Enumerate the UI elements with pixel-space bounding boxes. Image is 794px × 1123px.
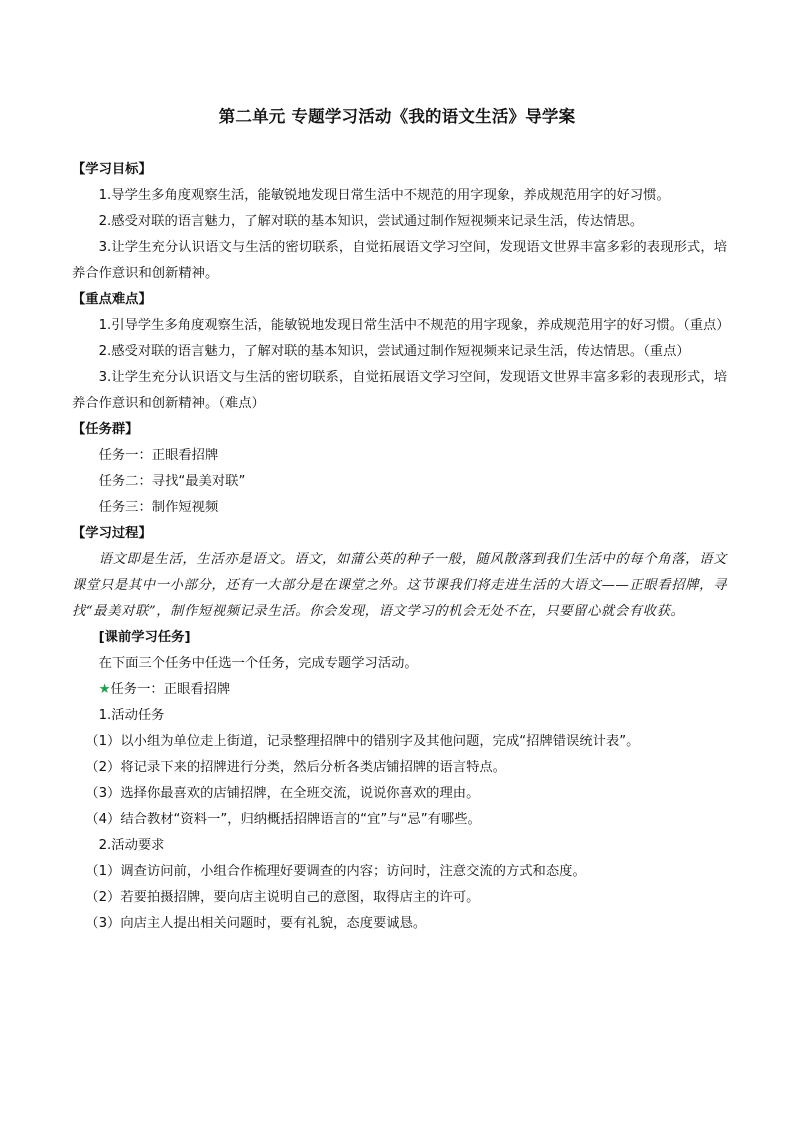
star-icon: ★ xyxy=(98,682,111,697)
document-title: 第二单元 专题学习活动《我的语文生活》导学案 xyxy=(218,107,576,126)
requirement-item: （3）向店主人提出相关问题时，要有礼貌，态度要诚恳。 xyxy=(85,916,427,931)
key-points-heading: 【重点难点】 xyxy=(72,292,152,307)
requirement-item: （2）若要拍摄招牌，要向店主说明自己的意图，取得店主的许可。 xyxy=(85,890,480,905)
activity-tasks-heading: 1.活动任务 xyxy=(98,708,165,723)
task-item: 任务一：正眼看招牌 xyxy=(98,448,219,463)
objective-item: 2.感受对联的语言魅力，了解对联的基本知识，尝试通过制作短视频来记录生活，传达情思。 xyxy=(98,214,644,229)
objectives-heading: 【学习目标】 xyxy=(72,162,152,177)
key-point-item: 2.感受对联的语言魅力，了解对联的基本知识，尝试通过制作短视频来记录生活，传达情思。（重点） xyxy=(98,344,690,359)
tasks-heading: 【任务群】 xyxy=(72,422,139,437)
activity-task-item: （3）选择你最喜欢的店铺招牌，在全班交流，说说你喜欢的理由。 xyxy=(85,786,480,801)
process-intro: 语文即是生活，生活亦是语文。语文，如蒲公英的种子一般，随风散落到我们生活中的每个角落，语文课堂只是其中一小部分，还有一大部分是在课堂之外。这节课我们将走进生活的大语文——正眼看招牌，寻找“最美对联”，制作短视频记录生活。你会发现，语文学习的机会无处不在，只要留心就会有收获。 xyxy=(72,552,727,619)
pre-class-text: 在下面三个任务中任选一个任务，完成专题学习活动。 xyxy=(98,656,418,671)
objective-item: 1.导学生多角度观察生活，能敏锐地发现日常生活中不规范的用字现象，养成规范用字的好习惯。 xyxy=(98,188,670,203)
process-heading: 【学习过程】 xyxy=(72,526,152,541)
task1-line xyxy=(72,677,727,703)
task-item: 任务二：寻找“最美对联” xyxy=(98,474,246,489)
document-body xyxy=(72,157,730,937)
objective-item: 3.让学生充分认识语文与生活的密切联系，自觉拓展语文学习空间，发现语文世界丰富多彩的表现形式，培养合作意识和创新精神。 xyxy=(72,240,727,281)
requirement-item: （1）调查访问前，小组合作梳理好要调查的内容；访问时，注意交流的方式和态度。 xyxy=(85,864,586,879)
requirements-heading: 2.活动要求 xyxy=(98,838,165,853)
task-item: 任务三：制作短视频 xyxy=(98,500,219,515)
key-point-item: 1.引导学生多角度观察生活，能敏锐地发现日常生活中不规范的用字现象，养成规范用字的好习惯。（重点） xyxy=(98,318,730,333)
pre-class-heading: [课前学习任务] xyxy=(98,630,191,645)
task1-title: 任务一：正眼看招牌 xyxy=(110,682,231,697)
key-point-item: 3.让学生充分认识语文与生活的密切联系，自觉拓展语文学习空间，发现语文世界丰富多彩的表现形式，培养合作意识和创新精神。（难点） xyxy=(72,370,727,411)
activity-task-item: （4）结合教材“资料一”，归纳概括招牌语言的“宜”与“忌”有哪些。 xyxy=(85,812,481,827)
activity-task-item: （2）将记录下来的招牌进行分类，然后分析各类店铺招牌的语言特点。 xyxy=(85,760,506,775)
activity-task-item: （1）以小组为单位走上街道，记录整理招牌中的错别字及其他问题，完成“招牌错误统计表”。 xyxy=(85,734,640,749)
